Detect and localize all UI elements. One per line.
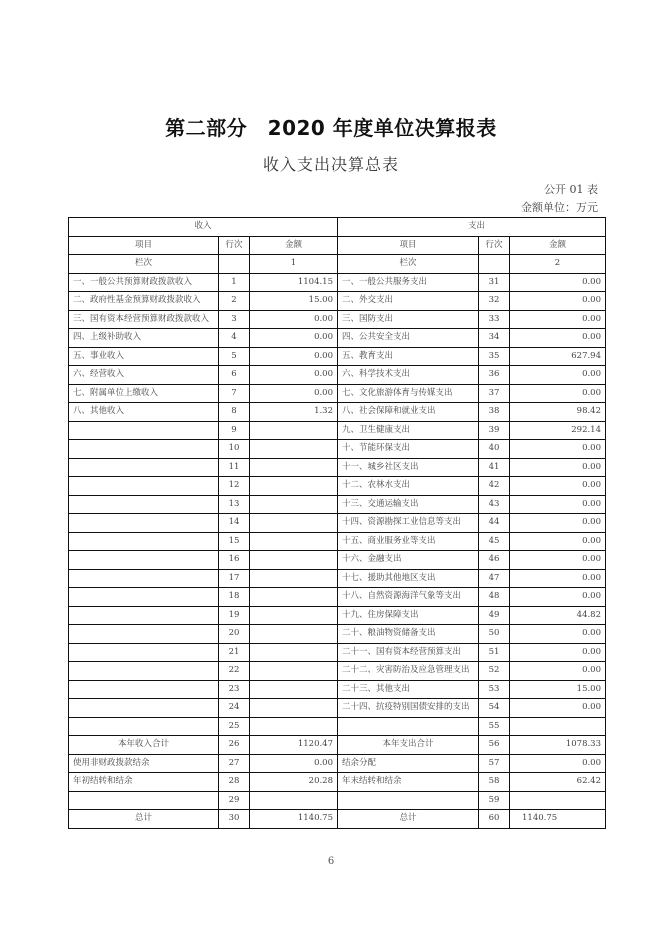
income-line-cell: 26 (219, 736, 250, 755)
income-amount-cell: 0.00 (250, 366, 338, 385)
expense-item-cell: 三、国防支出 (338, 310, 479, 329)
report-subtitle: 收入支出决算总表 (262, 155, 399, 174)
income-amount-cell (250, 421, 338, 440)
income-amount-header: 金额 (250, 236, 338, 255)
income-amount-cell (250, 458, 338, 477)
table-row (69, 773, 606, 792)
income-line-cell: 20 (219, 625, 250, 644)
income-line-cell: 4 (219, 329, 250, 348)
expense-line-cell: 40 (479, 440, 510, 459)
income-amount-cell (250, 588, 338, 607)
expense-item-cell: 二十、粮油物资储备支出 (338, 625, 479, 644)
expense-amount-cell: 0.00 (510, 292, 606, 311)
income-amount-cell: 1120.47 (250, 736, 338, 755)
expense-item-cell: 十三、交通运输支出 (338, 495, 479, 514)
expense-item-cell: 八、社会保障和就业支出 (338, 403, 479, 422)
expense-line-cell: 49 (479, 606, 510, 625)
income-section-header: 收入 (69, 218, 338, 237)
page-number: 6 (327, 856, 335, 867)
income-item-cell: 总计 (69, 810, 219, 829)
income-line-cell: 25 (219, 717, 250, 736)
income-item-cell: 使用非财政拨款结余 (69, 754, 219, 773)
income-amount-cell: 1104.15 (250, 273, 338, 292)
income-item-cell: 七、附属单位上缴收入 (69, 384, 219, 403)
income-item-cell (69, 440, 219, 459)
expense-amount-header: 金额 (510, 236, 606, 255)
expense-line-header: 行次 (479, 236, 510, 255)
table-row (69, 477, 606, 496)
expense-amount-cell: 0.00 (510, 329, 606, 348)
expense-line-cell: 51 (479, 643, 510, 662)
income-line-cell: 16 (219, 551, 250, 570)
table-row (69, 699, 606, 718)
expense-item-cell: 一、一般公共服务支出 (338, 273, 479, 292)
expense-amount-cell: 0.00 (510, 625, 606, 644)
table-row (69, 440, 606, 459)
income-item-cell (69, 606, 219, 625)
income-line-cell: 30 (219, 810, 250, 829)
column-index-row (69, 255, 606, 274)
expense-line-cell: 43 (479, 495, 510, 514)
income-expense-table (68, 217, 606, 829)
expense-line-cell: 44 (479, 514, 510, 533)
income-item-cell (69, 458, 219, 477)
expense-item-cell: 二十二、灾害防治及应急管理支出 (338, 662, 479, 681)
income-line-cell: 23 (219, 680, 250, 699)
expense-item-cell: 十八、自然资源海洋气象等支出 (338, 588, 479, 607)
income-column-line (219, 255, 250, 274)
expense-amount-cell: 0.00 (510, 754, 606, 773)
income-item-cell: 四、上级补助收入 (69, 329, 219, 348)
income-line-cell: 10 (219, 440, 250, 459)
expense-item-cell: 十二、农林水支出 (338, 477, 479, 496)
income-item-cell (69, 588, 219, 607)
income-amount-cell: 0.00 (250, 329, 338, 348)
income-item-cell (69, 643, 219, 662)
table-row (69, 495, 606, 514)
income-item-cell (69, 699, 219, 718)
expense-amount-cell: 0.00 (510, 477, 606, 496)
income-line-cell: 28 (219, 773, 250, 792)
expense-line-cell: 37 (479, 384, 510, 403)
income-line-cell: 14 (219, 514, 250, 533)
expense-amount-cell: 0.00 (510, 310, 606, 329)
income-item-cell: 八、其他收入 (69, 403, 219, 422)
income-line-cell: 15 (219, 532, 250, 551)
income-line-cell: 13 (219, 495, 250, 514)
income-amount-cell (250, 532, 338, 551)
income-amount-cell: 0.00 (250, 384, 338, 403)
expense-item-cell: 七、文化旅游体育与传媒支出 (338, 384, 479, 403)
table-code: 公开 01 表 (544, 183, 598, 196)
income-amount-cell (250, 440, 338, 459)
income-item-cell: 一、一般公共预算财政拨款收入 (69, 273, 219, 292)
table-row (69, 717, 606, 736)
income-item-cell (69, 421, 219, 440)
expense-item-cell: 五、教育支出 (338, 347, 479, 366)
expense-line-cell: 41 (479, 458, 510, 477)
expense-amount-cell: 0.00 (510, 514, 606, 533)
expense-line-cell: 59 (479, 791, 510, 810)
expense-line-cell: 38 (479, 403, 510, 422)
income-item-cell (69, 477, 219, 496)
income-amount-cell (250, 680, 338, 699)
table-row (69, 625, 606, 644)
income-line-cell: 6 (219, 366, 250, 385)
income-item-cell (69, 791, 219, 810)
income-line-cell: 22 (219, 662, 250, 681)
income-line-cell: 29 (219, 791, 250, 810)
expense-line-cell: 39 (479, 421, 510, 440)
expense-column-label: 栏次 (338, 255, 479, 274)
table-row (69, 366, 606, 385)
income-amount-cell (250, 569, 338, 588)
expense-item-cell: 年末结转和结余 (338, 773, 479, 792)
income-line-cell: 24 (219, 699, 250, 718)
table-row (69, 384, 606, 403)
expense-line-cell: 53 (479, 680, 510, 699)
income-amount-cell (250, 625, 338, 644)
expense-item-cell: 二十三、其他支出 (338, 680, 479, 699)
income-item-cell: 五、事业收入 (69, 347, 219, 366)
expense-section-header: 支出 (338, 218, 606, 237)
table-row (69, 347, 606, 366)
expense-line-cell: 58 (479, 773, 510, 792)
income-line-cell: 18 (219, 588, 250, 607)
income-item-cell (69, 514, 219, 533)
expense-amount-cell: 0.00 (510, 440, 606, 459)
expense-line-cell: 52 (479, 662, 510, 681)
income-amount-cell (250, 477, 338, 496)
expense-item-cell: 本年支出合计 (338, 736, 479, 755)
income-line-cell: 12 (219, 477, 250, 496)
table-row (69, 329, 606, 348)
expense-line-cell: 47 (479, 569, 510, 588)
expense-amount-cell: 0.00 (510, 532, 606, 551)
income-amount-cell: 0.00 (250, 310, 338, 329)
income-item-cell (69, 569, 219, 588)
income-amount-cell: 0.00 (250, 347, 338, 366)
expense-amount-cell: 15.00 (510, 680, 606, 699)
income-amount-cell: 20.28 (250, 773, 338, 792)
income-line-cell: 1 (219, 273, 250, 292)
expense-amount-cell: 1140.75 (510, 810, 606, 829)
expense-line-cell: 48 (479, 588, 510, 607)
income-line-cell: 27 (219, 754, 250, 773)
expense-line-cell: 34 (479, 329, 510, 348)
expense-amount-cell: 0.00 (510, 699, 606, 718)
income-line-cell: 7 (219, 384, 250, 403)
expense-line-cell: 56 (479, 736, 510, 755)
income-line-cell: 2 (219, 292, 250, 311)
expense-line-cell: 60 (479, 810, 510, 829)
expense-line-cell: 36 (479, 366, 510, 385)
expense-item-cell: 二十四、抗疫特别国债安排的支出 (338, 699, 479, 718)
expense-line-cell: 32 (479, 292, 510, 311)
table-row (69, 810, 606, 829)
expense-item-cell: 二十一、国有资本经营预算支出 (338, 643, 479, 662)
income-item-cell: 年初结转和结余 (69, 773, 219, 792)
expense-amount-cell: 0.00 (510, 495, 606, 514)
expense-item-cell: 十五、商业服务业等支出 (338, 532, 479, 551)
table-row (69, 680, 606, 699)
income-line-cell: 5 (219, 347, 250, 366)
table-row (69, 273, 606, 292)
expense-amount-cell: 627.94 (510, 347, 606, 366)
expense-amount-cell: 0.00 (510, 588, 606, 607)
expense-item-cell: 二、外交支出 (338, 292, 479, 311)
expense-line-cell: 55 (479, 717, 510, 736)
expense-line-cell: 50 (479, 625, 510, 644)
expense-amount-cell: 1078.33 (510, 736, 606, 755)
expense-amount-cell: 44.82 (510, 606, 606, 625)
amount-unit: 金额单位：万元 (521, 201, 598, 214)
expense-item-cell (338, 717, 479, 736)
expense-amount-cell: 0.00 (510, 384, 606, 403)
income-amount-cell: 1.32 (250, 403, 338, 422)
expense-item-cell: 四、公共安全支出 (338, 329, 479, 348)
income-item-cell (69, 662, 219, 681)
expense-item-cell: 九、卫生健康支出 (338, 421, 479, 440)
income-amount-cell (250, 495, 338, 514)
expense-line-cell: 54 (479, 699, 510, 718)
table-row (69, 643, 606, 662)
income-line-cell: 8 (219, 403, 250, 422)
expense-line-cell: 31 (479, 273, 510, 292)
expense-line-cell: 33 (479, 310, 510, 329)
income-amount-cell: 0.00 (250, 754, 338, 773)
table-row (69, 606, 606, 625)
income-item-cell (69, 532, 219, 551)
income-item-cell (69, 551, 219, 570)
income-amount-cell (250, 699, 338, 718)
income-line-cell: 9 (219, 421, 250, 440)
expense-amount-cell: 0.00 (510, 643, 606, 662)
income-line-cell: 21 (219, 643, 250, 662)
section-header-row (69, 218, 606, 237)
table-row (69, 458, 606, 477)
expense-item-cell (338, 791, 479, 810)
income-amount-cell (250, 791, 338, 810)
table-row (69, 791, 606, 810)
table-row (69, 551, 606, 570)
expense-item-cell: 十九、住房保障支出 (338, 606, 479, 625)
income-amount-cell: 15.00 (250, 292, 338, 311)
income-column-label: 栏次 (69, 255, 219, 274)
expense-column-line (479, 255, 510, 274)
income-item-cell: 六、经营收入 (69, 366, 219, 385)
income-column-index: 1 (250, 255, 338, 274)
income-item-cell (69, 625, 219, 644)
income-amount-cell (250, 514, 338, 533)
table-row (69, 588, 606, 607)
income-line-cell: 19 (219, 606, 250, 625)
income-amount-cell (250, 643, 338, 662)
expense-line-cell: 35 (479, 347, 510, 366)
expense-column-index: 2 (510, 255, 606, 274)
table-row (69, 403, 606, 422)
expense-line-cell: 46 (479, 551, 510, 570)
expense-amount-cell: 0.00 (510, 569, 606, 588)
table-row (69, 532, 606, 551)
expense-amount-cell: 0.00 (510, 458, 606, 477)
income-item-cell (69, 495, 219, 514)
expense-item-cell: 十四、资源勘探工业信息等支出 (338, 514, 479, 533)
income-amount-cell (250, 551, 338, 570)
table-row (69, 754, 606, 773)
expense-item-cell: 十七、援助其他地区支出 (338, 569, 479, 588)
table-row (69, 662, 606, 681)
table-row (69, 514, 606, 533)
table-row (69, 569, 606, 588)
income-line-cell: 11 (219, 458, 250, 477)
expense-amount-cell: 62.42 (510, 773, 606, 792)
column-header-row (69, 236, 606, 255)
income-item-cell: 本年收入合计 (69, 736, 219, 755)
income-item-cell (69, 717, 219, 736)
table-row (69, 421, 606, 440)
expense-item-cell: 十、节能环保支出 (338, 440, 479, 459)
expense-amount-cell: 292.14 (510, 421, 606, 440)
table-row (69, 736, 606, 755)
expense-item-cell: 结余分配 (338, 754, 479, 773)
expense-line-cell: 42 (479, 477, 510, 496)
income-line-cell: 17 (219, 569, 250, 588)
income-amount-cell (250, 606, 338, 625)
expense-amount-cell: 98.42 (510, 403, 606, 422)
expense-item-cell: 总计 (338, 810, 479, 829)
page-title: 第二部分 2020 年度单位决算报表 (165, 116, 497, 140)
expense-amount-cell: 0.00 (510, 366, 606, 385)
income-item-cell: 二、政府性基金预算财政拨款收入 (69, 292, 219, 311)
income-line-header: 行次 (219, 236, 250, 255)
expense-amount-cell (510, 791, 606, 810)
table-row (69, 310, 606, 329)
expense-line-cell: 45 (479, 532, 510, 551)
income-amount-cell: 1140.75 (250, 810, 338, 829)
income-item-cell: 三、国有资本经营预算财政拨款收入 (69, 310, 219, 329)
income-item-cell (69, 680, 219, 699)
expense-item-cell: 十一、城乡社区支出 (338, 458, 479, 477)
expense-line-cell: 57 (479, 754, 510, 773)
income-amount-cell (250, 717, 338, 736)
expense-amount-cell: 0.00 (510, 273, 606, 292)
income-amount-cell (250, 662, 338, 681)
expense-item-cell: 十六、金融支出 (338, 551, 479, 570)
expense-amount-cell (510, 717, 606, 736)
expense-item-header: 项目 (338, 236, 479, 255)
expense-amount-cell: 0.00 (510, 551, 606, 570)
table-row (69, 292, 606, 311)
expense-amount-cell: 0.00 (510, 662, 606, 681)
expense-item-cell: 六、科学技术支出 (338, 366, 479, 385)
income-item-header: 项目 (69, 236, 219, 255)
income-line-cell: 3 (219, 310, 250, 329)
